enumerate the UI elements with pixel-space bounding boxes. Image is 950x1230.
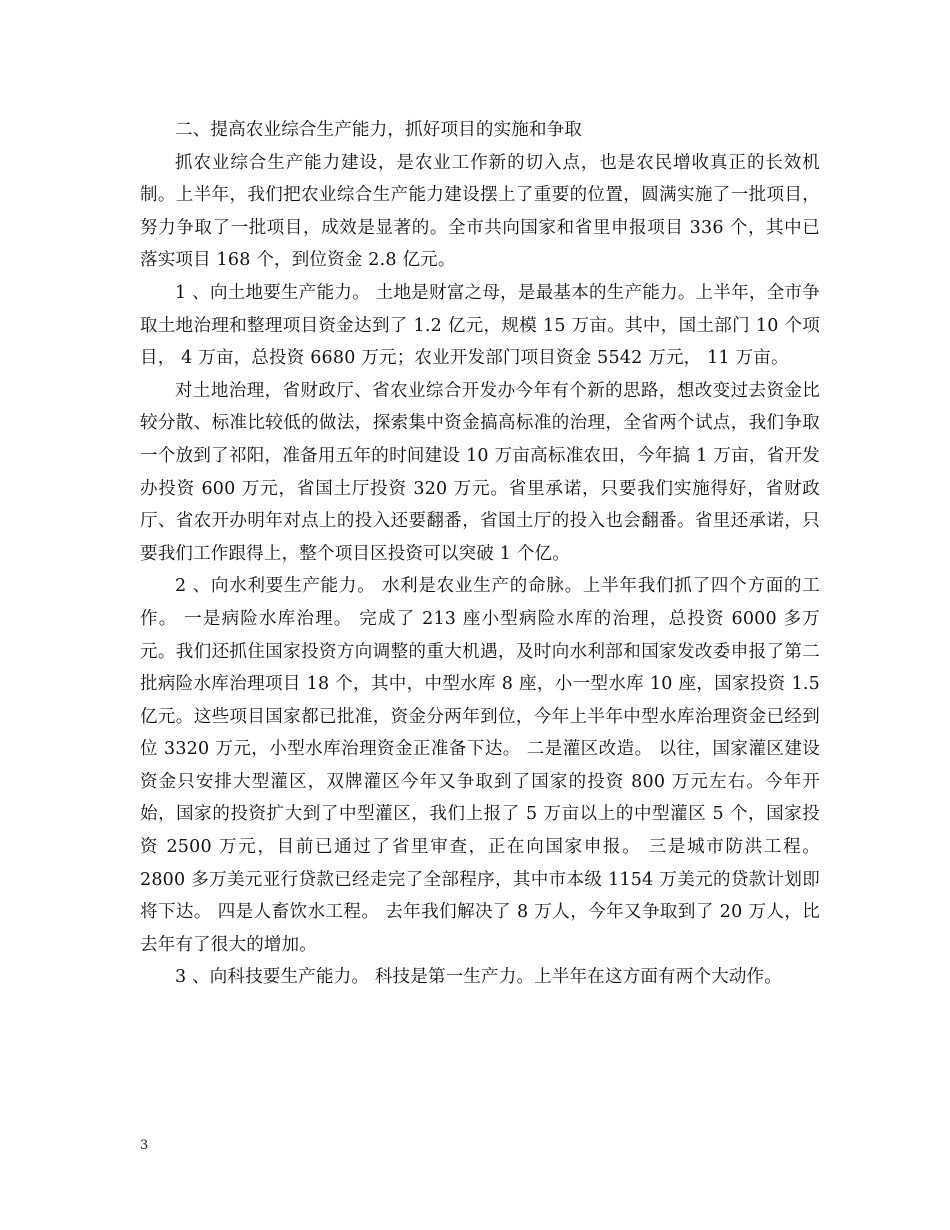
paragraph: 2 、向水利要生产能力。 水利是农业生产的命脉。上半年我们抓了四个方面的工作。 一是病险水库治理。 完成了 213 座小型病险水库的治理，总投资 6000 多万元。我们还抓住国家投资方向调整的重大机遇，及时向水利部和国家发改委申报了第二批病险水库治理项目 18 个，其中，中型水库 8 座，小一型水库 10 座，国家投资 1.5 亿元。这些项目国家都已批准，资金分两年到位，今年上半年中型水库治理资金已经到位 3320 万元，小型水库治理资金正准备下达。 二是灌区改造。 以往，国家灌区建设资金只安排大型灌区，双牌灌区今年又争取到了国家的投资 800 万元左右。今年开始，国家的投资扩大到了中型灌区，我们上报了 5 万亩以上的中型灌区 5 个，国家投资 2500 万元，目前已通过了省里审查，正在向国家申报。 三是城市防洪工程。 2800 多万美元亚行贷款已经走完了全部程序，其中市本级 1154 万美元的贷款计划即将下达。 四是人畜饮水工程。 去年我们解决了 8 万人，今年又争取到了 20 万人，比去年有了很大的增加。 (140, 576, 820, 955)
paragraph: 对土地治理，省财政厅、省农业综合开发办今年有个新的思路，想改变过去资金比较分散、标准比较低的做法，探索集中资金搞高标准的治理，全省两个试点，我们争取一个放到了祁阳，准备用五年的时间建设 10 万亩高标准农田，今年搞 1 万亩，省开发办投资 600 万元，省国土厅投资 320 万元。省里承诺，只要我们实施得好，省财政厅、省农开办明年对点上的投入还要翻番，省国土厅的投入也会翻番。省里还承诺，只要我们工作跟得上，整个项目区投资可以突破 1 个亿。 (140, 380, 820, 564)
section-heading: 二、提高农业综合生产能力，抓好项目的实施和争取 (175, 120, 583, 140)
paragraph: 3 、向科技要生产能力。 科技是第一生产力。上半年在这方面有两个大动作。 (175, 967, 782, 988)
page-number: 3 (140, 1138, 149, 1153)
paragraph: 抓农业综合生产能力建设，是农业工作新的切入点，也是农民增收真正的长效机制。上半年，我们把农业综合生产能力建设摆上了重要的位置，圆满实施了一批项目，努力争取了一批项目，成效是显著的。全市共向国家和省里申报项目 336 个，其中已落实项目 168 个，到位资金 2.8 亿元。 (140, 152, 820, 271)
document-body (140, 114, 820, 994)
paragraph: 1 、向土地要生产能力。 土地是财富之母，是最基本的生产能力。上半年，全市争取土地治理和整理项目资金达到了 1.2 亿元，规模 15 万亩。其中，国土部门 10 个项目， 4 万亩，总投资 6680 万元；农业开发部门项目资金 5542 万元， 11 万亩。 (140, 282, 820, 369)
